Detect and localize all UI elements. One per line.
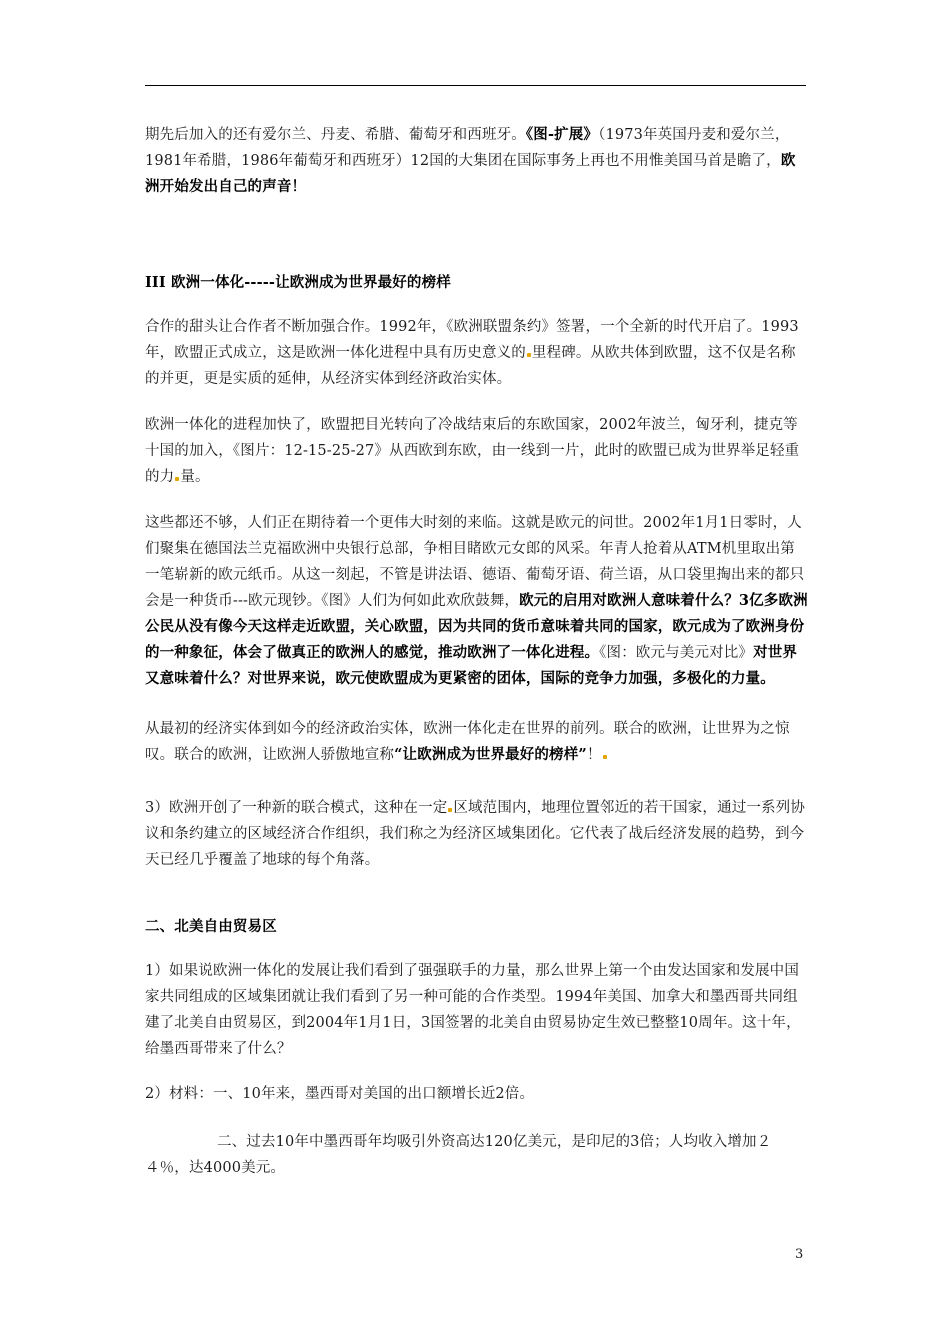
marker-dot — [527, 353, 531, 357]
text: 合作的甜头让合作者不断加强合作。1992年，《欧洲联盟条约》签署，一个全新的时代开启了。1993年，欧盟正式成立，这是欧洲一体化进程中具有历史意义的 — [145, 319, 799, 361]
quote: “让欧洲成为世界最好的榜样” — [394, 746, 587, 763]
page-number: 3 — [795, 1247, 804, 1262]
text: 区域范围内，地理位置邻近的若干国家，通过一系列协议和条约建立的区域经济合作组织，我们称之为经济区域集团化。它代表了战后经济发展的趋势，到今天已经几乎覆盖了地球的每个角落。 — [145, 800, 805, 868]
text: （1973年英国丹麦和爱尔兰，1981年希腊，1986年葡萄牙和西班牙）12国的大集团在国际事务上再也不用惟美国马首是瞻了， — [145, 127, 790, 169]
header-rule — [145, 85, 806, 86]
paragraph-maastricht — [145, 314, 809, 392]
paragraph-material-1: 2）材料：一、10年来，墨西哥对美国的出口额增长近2倍。 — [145, 1086, 535, 1102]
text: ！ — [586, 747, 602, 763]
paragraph-eastern-expansion — [145, 412, 809, 490]
heading-eu-integration: III 欧洲一体化-----让欧洲成为世界最好的榜样 — [145, 274, 451, 291]
text: 里程碑。从欧共体到欧盟，这不仅是名称的并更，更是实质的延伸，从经济实体到经济政治实体。 — [145, 345, 796, 387]
marker-dot — [603, 755, 607, 759]
marker-dot — [448, 808, 452, 812]
paragraph-material-2: 二、过去10年中墨西哥年均吸引外资高达120亿美元，是印尼的3倍；人均收入增加２４％，达4000美元。 — [145, 1134, 772, 1176]
text: 量。 — [180, 469, 210, 485]
emphasis: 欧元的启用对欧洲人意味着什么？3亿多欧洲公民从没有像今天这样走近欧盟，关心欧盟，因为共同的货币意味着共同的国家，欧元成为了欧洲身份的一种象征，体会了做真正的欧洲人的感觉，推动欧洲了一体化进程。 — [145, 592, 808, 661]
text: 期先后加入的还有爱尔兰、丹麦、希腊、葡萄牙和西班牙。 — [145, 127, 526, 143]
paragraph-euro — [145, 510, 809, 692]
text: 3）欧洲开创了一种新的联合模式，这种在一定 — [145, 800, 448, 816]
emphasis: 欧洲开始发出自己的声音！ — [145, 152, 796, 195]
paragraph-regional-blocs — [145, 795, 809, 873]
figure-ref: 《图：欧元与美元对比》 — [599, 645, 754, 661]
paragraph-eu-expansion — [145, 122, 809, 200]
heading-nafta: 二、北美自由贸易区 — [145, 918, 277, 935]
figure-ref: 《图-扩展》 — [525, 126, 599, 143]
text: 欧洲一体化的进程加快了，欧盟把目光转向了冷战结束后的东欧国家，2002年波兰，匈牙利，捷克等十国的加入，《图片：12-15-25-27》从西欧到东欧，由一线到一片，此时的欧盟已成为世界举足轻重的力 — [145, 417, 800, 485]
text: 从最初的经济实体到如今的经济政治实体，欧洲一体化走在世界的前列。联合的欧洲，让世界为之惊叹。联合的欧洲，让欧洲人骄傲地宣称 — [145, 721, 790, 763]
text: 这些都还不够，人们正在期待着一个更伟大时刻的来临。这就是欧元的问世。2002年1月1日零时，人们聚集在德国法兰克福欧洲中央银行总部，争相目睹欧元女郎的风采。年青人抢着从ATM机里取出第一笔崭新的欧元纸币。从这一刻起，不管是讲法语、德语、葡萄牙语、荷兰语，从口袋里掏出来的都只会是一种货币---欧元现钞。《图》人们为何如此欢欣鼓舞， — [145, 515, 805, 609]
paragraph-nafta-intro: 1）如果说欧洲一体化的发展让我们看到了强强联手的力量，那么世界上第一个由发达国家和发展中国家共同组成的区域集团就让我们看到了另一种可能的合作类型。1994年美国、加拿大和墨西哥共同组建了北美自由贸易区，到2004年1月1日，3国签署的北美自由贸易协定生效已整整10周年。这十年，给墨西哥带来了什么？ — [145, 963, 801, 1057]
paragraph-role-model — [145, 716, 809, 768]
marker-dot — [175, 477, 179, 481]
emphasis: 对世界又意味着什么？对世界来说，欧元使欧盟成为更紧密的团体，国际的竞争力加强，多极化的力量。 — [145, 644, 798, 687]
